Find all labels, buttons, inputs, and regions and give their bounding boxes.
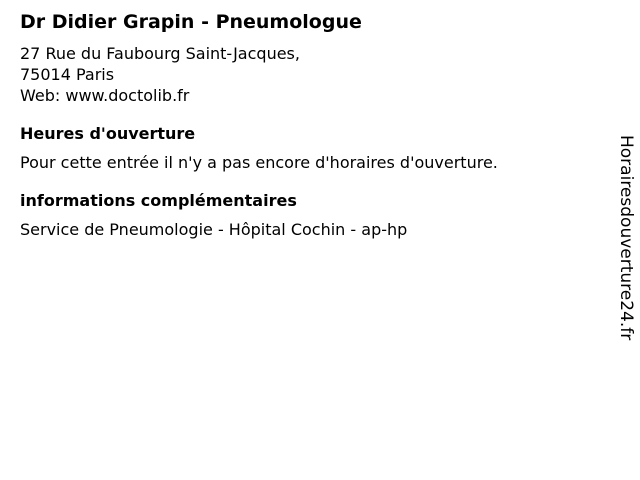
- opening-hours-text: Pour cette entrée il n'y a pas encore d'horaires d'ouverture.: [20, 153, 498, 172]
- website-line: Web: www.doctolib.fr: [20, 86, 190, 105]
- page-title: Dr Didier Grapin - Pneumologue: [20, 11, 362, 33]
- site-brand-vertical: Horairesdouverture24.fr: [616, 135, 636, 341]
- additional-info-text: Service de Pneumologie - Hôpital Cochin - ap-hp: [20, 220, 408, 239]
- address-block: [20, 43, 600, 106]
- listing-card: [20, 9, 600, 240]
- opening-hours-heading: Heures d'ouverture: [20, 124, 196, 143]
- address-city: 75014 Paris: [20, 65, 115, 84]
- address-street: 27 Rue du Faubourg Saint-Jacques,: [20, 44, 300, 63]
- additional-info-heading: informations complémentaires: [20, 191, 297, 210]
